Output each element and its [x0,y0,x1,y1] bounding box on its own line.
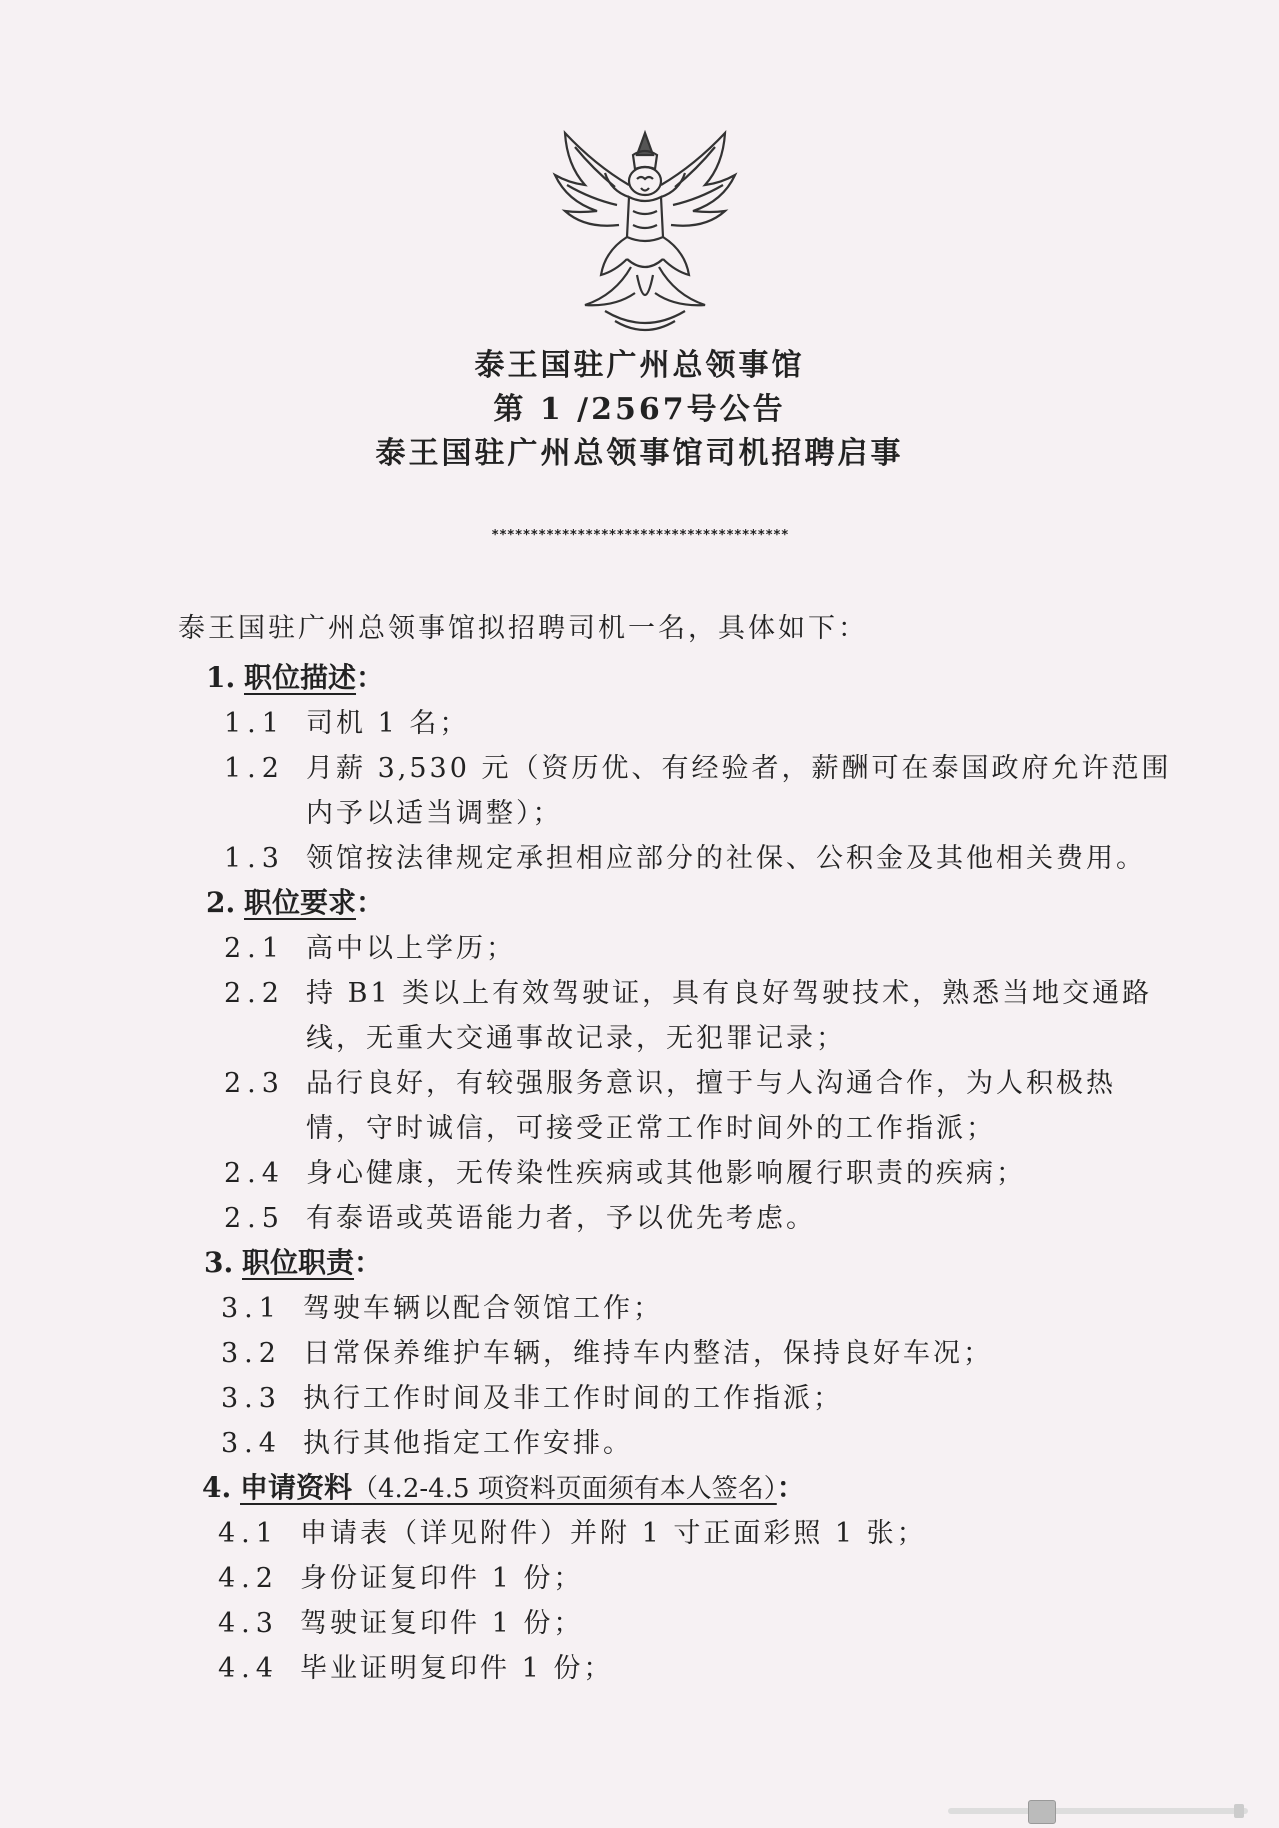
garuda-emblem-icon [545,125,745,340]
list-item [218,1601,583,1640]
section-heading [204,1241,382,1281]
item-text: 领馆按法律规定承担相应部分的社保、公积金及其他相关费用。 [306,843,1146,874]
item-text: 身心健康，无传染性疾病或其他影响履行职责的疾病； [306,1158,1026,1189]
consulate-title: 泰王国驻广州总领事馆 [474,348,805,383]
item-number: 2.1 [224,933,285,964]
item-number: 3.4 [221,1428,282,1459]
item-text: 有泰语或英语能力者，予以优先考虑。 [306,1203,816,1234]
item-number: 4.3 [218,1608,279,1639]
section-number: 4. [202,1471,232,1504]
section-suffix: ： [776,1471,805,1504]
separator-line: ************************************** [491,528,789,543]
intro-paragraph: 泰王国驻广州总领事馆拟招聘司机一名，具体如下： [178,613,868,644]
section-suffix: ： [356,661,385,694]
section-title-note: （4.2-4.5 项资料页面须有本人签名） [352,1474,777,1504]
item-text: 执行工作时间及非工作时间的工作指派； [303,1383,843,1414]
list-item [224,836,1146,875]
list-item [221,1421,633,1460]
item-text: 品行良好，有较强服务意识，擅于与人沟通合作，为人积极热 [306,1068,1116,1099]
item-text: 高中以上学历； [306,933,516,964]
item-number: 4.2 [218,1563,279,1594]
item-number: 3.1 [221,1293,282,1324]
section-title: 职位描述 [244,661,357,694]
item-text: 驾驶车辆以配合领馆工作； [303,1293,663,1324]
list-item [224,1196,816,1235]
list-item [224,701,469,740]
list-item [224,1151,1026,1190]
list-item [224,971,1152,1010]
section-number: 2. [206,886,236,919]
item-number: 1.2 [224,753,285,784]
list-item [224,926,516,965]
item-number: 2.2 [224,978,285,1009]
scrollbar-track[interactable] [948,1808,1248,1814]
list-item [221,1286,663,1325]
item-text: 毕业证明复印件 1 份； [300,1653,614,1684]
list-item [218,1556,583,1595]
scrollbar-thumb[interactable] [1028,1800,1056,1824]
list-item [218,1511,927,1550]
item-continuation-text: 内予以适当调整）； [306,798,563,829]
list-item [221,1331,993,1370]
item-text: 申请表（详见附件）并附 1 寸正面彩照 1 张； [300,1518,927,1549]
item-number: 3.2 [221,1338,282,1369]
list-item [221,1376,843,1415]
section-heading [206,656,384,696]
item-text: 持 B1 类以上有效驾驶证，具有良好驾驶技术，熟悉当地交通路 [306,978,1153,1009]
list-item [224,1061,1116,1100]
scrollbar-end-button[interactable] [1234,1804,1244,1818]
list-item [218,1646,613,1685]
section-heading [202,1466,805,1506]
document-subject: 泰王国驻广州总领事馆司机招聘启事 [375,436,904,471]
item-continuation-text: 线，无重大交通事故记录，无犯罪记录； [306,1023,846,1054]
item-number: 1.1 [224,708,285,739]
section-heading [206,881,384,921]
section-number: 3. [204,1246,234,1279]
section-suffix: ： [356,886,385,919]
item-number: 1.3 [224,843,285,874]
item-number: 2.5 [224,1203,285,1234]
item-text: 司机 1 名； [306,708,470,739]
list-item [224,746,1171,785]
section-suffix: ： [354,1246,383,1279]
item-text: 身份证复印件 1 份； [300,1563,584,1594]
item-number: 3.3 [221,1383,282,1414]
item-number: 4.4 [218,1653,279,1684]
item-text: 日常保养维护车辆，维持车内整洁，保持良好车况； [303,1338,993,1369]
item-text: 执行其他指定工作安排。 [303,1428,633,1459]
section-title: 职位职责 [242,1246,355,1279]
item-text: 驾驶证复印件 1 份； [300,1608,584,1639]
section-title: 申请资料 [240,1471,353,1504]
section-number: 1. [206,661,236,694]
item-text: 月薪 3,530 元（资历优、有经验者，薪酬可在泰国政府允许范围 [306,753,1172,784]
item-continuation-text: 情，守时诚信，可接受正常工作时间外的工作指派； [306,1113,996,1144]
item-number: 2.4 [224,1158,285,1189]
announcement-number: 第 1 /2567号公告 [493,392,786,427]
horizontal-scrollbar[interactable] [948,1808,1248,1814]
section-title: 职位要求 [244,886,357,919]
item-number: 2.3 [224,1068,285,1099]
item-number: 4.1 [218,1518,279,1549]
document-header [0,344,1279,476]
